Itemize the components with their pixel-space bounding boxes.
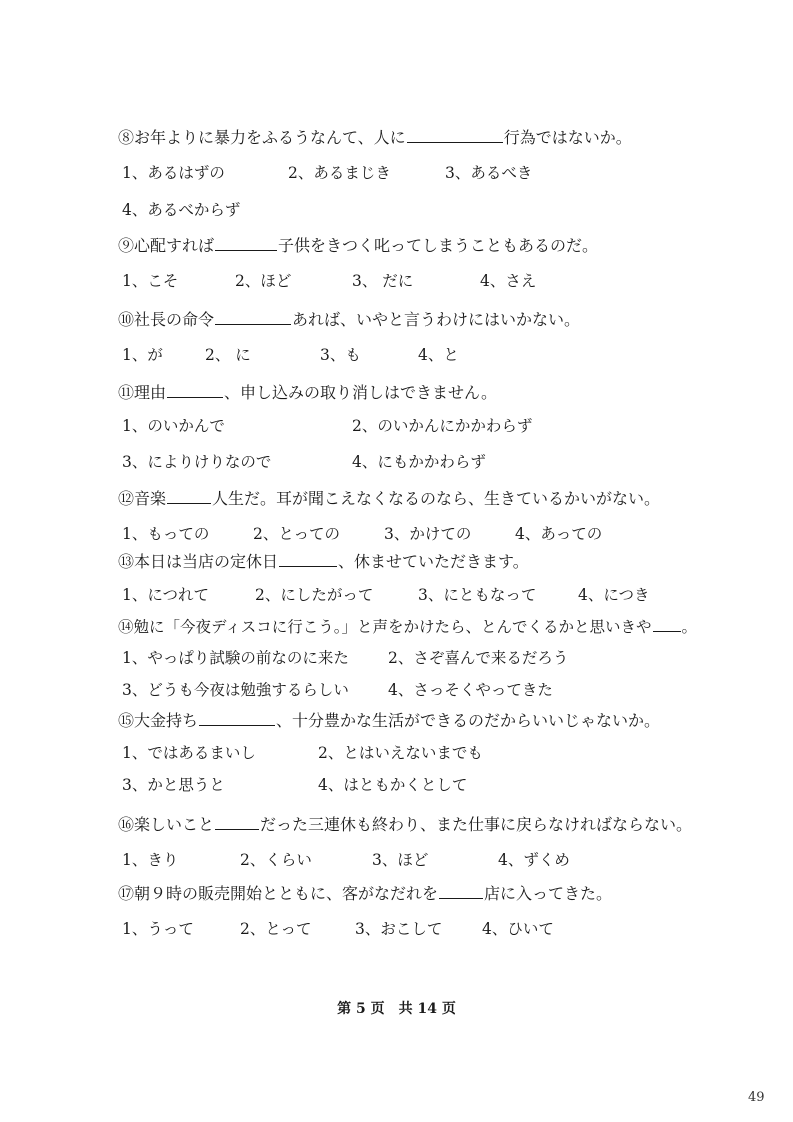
option: 1、きり [122, 851, 179, 869]
question-16 [118, 815, 692, 835]
question-text: ⑯楽しいこと [118, 815, 215, 834]
option: 4、はともかくとして [318, 776, 468, 794]
question-text: 、休ませていただきます。 [338, 552, 529, 571]
question-10 [118, 310, 580, 330]
option: 2、 に [205, 346, 251, 364]
question-text: ⑫音楽 [118, 489, 167, 508]
option: 4、ずくめ [498, 851, 570, 869]
option: 4、あるべからず [122, 201, 241, 219]
option: 3、ほど [372, 851, 429, 869]
question-15 [118, 711, 660, 731]
option: 3、あるべき [445, 164, 533, 182]
answer-blank [215, 236, 277, 251]
question-text: 、申し込みの取り消しはできません。 [224, 383, 497, 402]
question-13 [118, 552, 529, 572]
option: 1、うって [122, 920, 194, 938]
question-8 [118, 128, 632, 148]
question-text: ⑮大金持ち [118, 711, 199, 730]
question-text: ⑩社長の命令 [118, 310, 215, 329]
question-11 [118, 383, 497, 403]
option: 4、さっそくやってきた [388, 681, 553, 699]
option: 2、のいかんにかかわらず [352, 417, 533, 435]
option: 3、によりけりなので [122, 453, 272, 471]
option: 4、あっての [515, 525, 603, 543]
page-number: 49 [748, 1090, 765, 1105]
option: 4、と [418, 346, 459, 364]
answer-blank [439, 884, 483, 899]
answer-blank [199, 711, 275, 726]
option: 3、 だに [352, 272, 414, 290]
option: 2、とって [240, 920, 312, 938]
option: 3、かと思うと [122, 776, 225, 794]
option: 2、くらい [240, 851, 312, 869]
question-text: ⑭勉に「今夜ディスコに行こう。」と声をかけたら、とんでくるかと思いきや [118, 618, 652, 636]
question-text: ⑨心配すれば [118, 236, 215, 255]
question-text: あれば、いやと言うわけにはいかない。 [292, 310, 581, 329]
question-14 [118, 617, 697, 637]
answer-blank [167, 383, 223, 398]
option: 2、とっての [253, 525, 341, 543]
answer-blank [407, 128, 503, 143]
option: 3、おこして [355, 920, 443, 938]
answer-blank [215, 310, 291, 325]
question-text: ⑪理由 [118, 383, 167, 402]
question-text: 人生だ。耳が聞こえなくなるのなら、生きているかいがない。 [212, 489, 661, 508]
option: 3、にともなって [418, 586, 537, 604]
option: 2、にしたがって [255, 586, 374, 604]
question-text: 。 [681, 618, 698, 636]
question-9 [118, 236, 598, 256]
option: 4、にもかかわらず [352, 453, 486, 471]
option: 2、あるまじき [288, 164, 391, 182]
page-footer: 第 5 页 共 14 页 [337, 1001, 456, 1017]
option: 3、も [320, 346, 361, 364]
question-12 [118, 489, 660, 509]
option: 1、が [122, 346, 163, 364]
option: 4、ひいて [482, 920, 554, 938]
answer-blank [215, 815, 259, 830]
question-text: ⑰朝９時の販売開始とともに、客がなだれを [118, 884, 439, 903]
option: 2、とはいえないまでも [318, 744, 483, 762]
question-17 [118, 884, 612, 904]
question-text: 子供をきつく叱ってしまうこともあるのだ。 [278, 236, 599, 255]
option: 1、こそ [122, 272, 179, 290]
question-text: ⑧お年よりに暴力をふるうなんて、人に [118, 128, 406, 147]
option: 1、ではあるまいし [122, 744, 256, 762]
option: 1、もっての [122, 525, 210, 543]
question-text: 行為ではないか。 [503, 128, 632, 147]
option: 1、やっぱり試験の前なのに来た [122, 649, 349, 667]
option: 3、どうも今夜は勉強するらしい [122, 681, 349, 699]
option: 1、のいかんで [122, 417, 225, 435]
question-text: だった三連休も終わり、また仕事に戻らなければならない。 [260, 815, 693, 834]
question-text: 、十分豊かな生活ができるのだからいいじゃないか。 [276, 711, 661, 730]
option: 1、あるはずの [122, 164, 225, 182]
option: 2、さぞ喜んで来るだろう [388, 649, 569, 667]
question-text: ⑬本日は当店の定休日 [118, 552, 279, 571]
option: 4、につき [578, 586, 650, 604]
question-text: 店に入ってきた。 [484, 884, 613, 903]
option: 2、ほど [235, 272, 292, 290]
answer-blank [653, 617, 681, 632]
answer-blank [167, 489, 211, 504]
option: 1、につれて [122, 586, 210, 604]
option: 3、かけての [384, 525, 472, 543]
option: 4、さえ [480, 272, 537, 290]
answer-blank [279, 552, 337, 567]
